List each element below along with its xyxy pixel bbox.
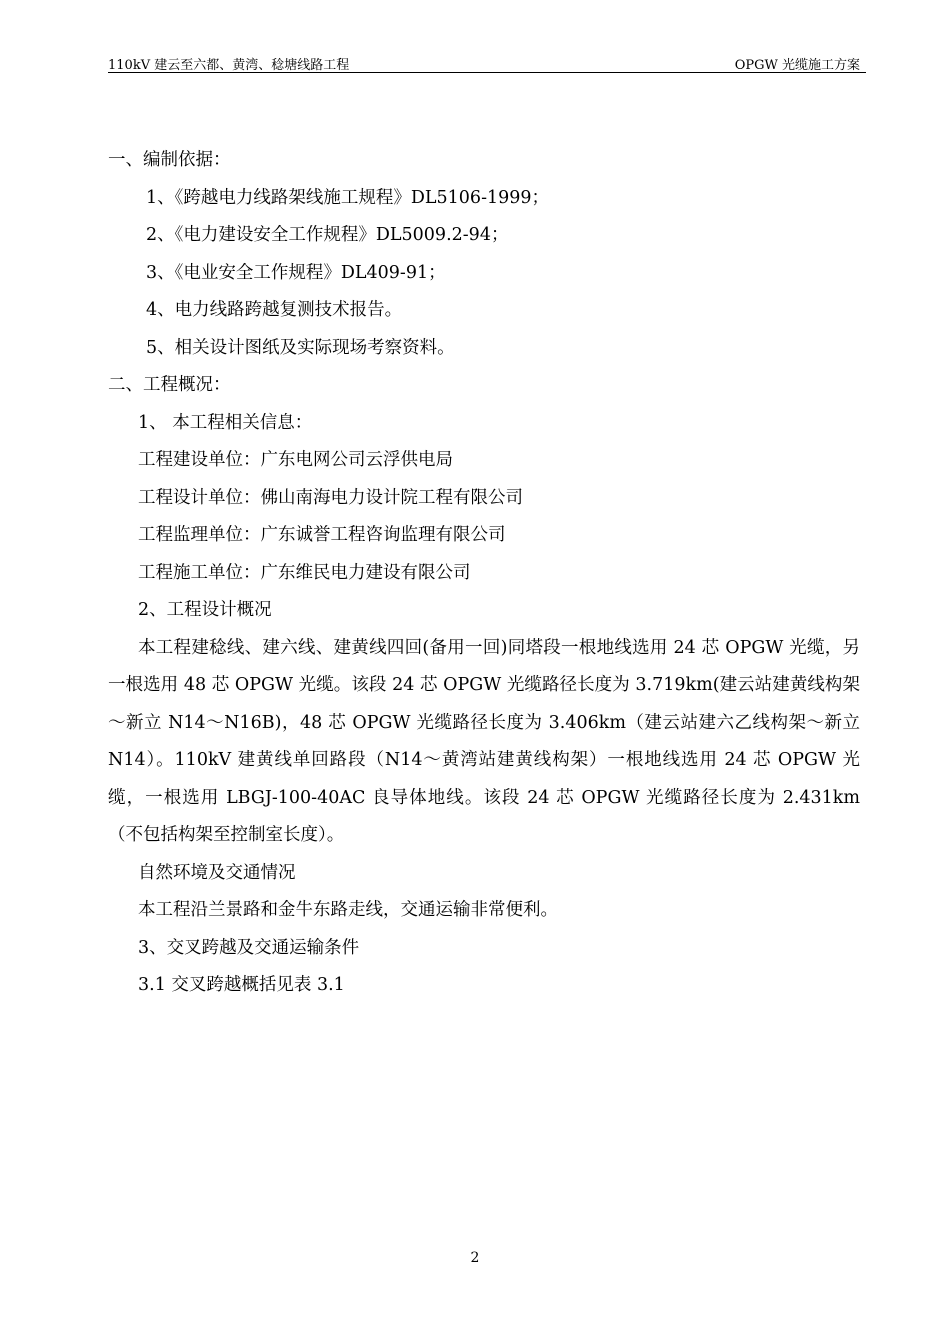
- crossing-summary-reference: 3.1 交叉跨越概括见表 3.1: [138, 975, 345, 995]
- basis-item: 1、《跨越电力线路架线施工规程》DL5106-1999；: [146, 187, 550, 208]
- section-title-overview: 二、工程概况：: [108, 375, 231, 395]
- design-overview-paragraph: 本工程建稔线、建六线、建黄线四回(备用一回)同塔段一根地线选用 24 芯 OPGW 光缆，另一根选用 48 芯 OPGW 光缆。该段 24 芯 OPGW 光缆路径长度为 3.719km(建云站建黄线构架～新立 N14～N16B)，48 芯 OPGW 光缆路径长度为 3.406km（建云站建六乙线构架～新立 N14）。110kV 建黄线单回路段（N14～黄湾站建黄线构架）一根地线选用 24 芯 OPGW 光缆，一根选用 LBGJ-100-40AC 良导体地线。该段 24 芯 OPGW 光缆路径长度为 2.431km（不包括构架至控制室长度）。: [108, 637, 860, 845]
- subsection-title-design: 2、工程设计概况: [138, 600, 272, 620]
- basis-item: 5、相关设计图纸及实际现场考察资料。: [146, 337, 455, 358]
- unit-construction-owner: 工程建设单位：广东电网公司云浮供电局: [138, 450, 453, 470]
- nature-paragraph: 本工程沿兰景路和金牛东路走线，交通运输非常便利。: [138, 900, 558, 920]
- page-header: [108, 52, 866, 73]
- unit-supervisor: 工程监理单位：广东诚誉工程咨询监理有限公司: [138, 525, 506, 545]
- page-number: 2: [470, 1250, 480, 1266]
- section-title-basis: 一、编制依据：: [108, 150, 231, 170]
- subsection-title-info: 1、 本工程相关信息：: [138, 412, 313, 433]
- header-project-title: 110kV 建云至六都、黄湾、稔塘线路工程: [108, 58, 350, 73]
- unit-contractor: 工程施工单位：广东维民电力建设有限公司: [138, 562, 471, 583]
- basis-item: 4、电力线路跨越复测技术报告。: [146, 300, 403, 320]
- basis-item: 2、《电力建设安全工作规程》DL5009.2-94；: [146, 225, 509, 245]
- header-document-title: OPGW 光缆施工方案: [734, 58, 860, 73]
- document-body: [108, 142, 860, 1005]
- subsection-title-nature: 自然环境及交通情况: [138, 862, 296, 883]
- basis-item: 3、《电业安全工作规程》DL409-91；: [146, 262, 446, 283]
- unit-designer: 工程设计单位：佛山南海电力设计院工程有限公司: [138, 487, 523, 508]
- subsection-title-crossing: 3、交叉跨越及交通运输条件: [138, 937, 360, 958]
